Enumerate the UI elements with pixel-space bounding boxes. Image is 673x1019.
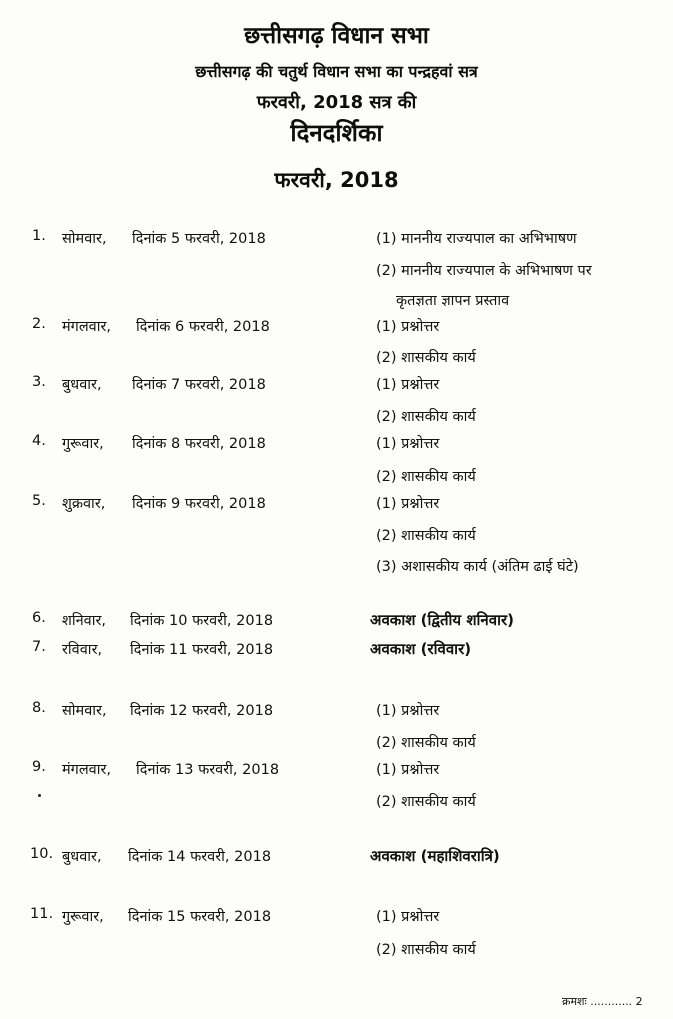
schedule-entry-2-line-2	[0, 347, 673, 369]
entry-day: शुक्रवार,	[62, 496, 106, 512]
entry-item: (2) शासकीय कार्य	[376, 528, 476, 544]
entry-item: (1) प्रश्नोत्तर	[376, 436, 440, 452]
schedule-entry-9	[0, 759, 673, 781]
entry-day: रविवार,	[62, 642, 103, 658]
entry-date: दिनांक 14 फरवरी, 2018	[128, 849, 272, 865]
entry-date: दिनांक 5 फरवरी, 2018	[132, 231, 266, 247]
entry-number: 9.	[32, 759, 46, 775]
entry-day: गुरूवार,	[62, 436, 104, 452]
entry-number: 5.	[32, 493, 46, 509]
entry-number: 8.	[32, 700, 46, 716]
entry-number: 11.	[30, 906, 54, 922]
entry-item: (2) शासकीय कार्य	[376, 942, 476, 958]
entry-item: (1) प्रश्नोत्तर	[376, 703, 440, 719]
schedule-entry-3	[0, 374, 673, 396]
entry-number: 4.	[32, 433, 46, 449]
schedule-entry-5	[0, 493, 673, 515]
schedule-entry-8-line-2	[0, 732, 673, 754]
holiday-label: अवकाश (द्वितीय शनिवार)	[370, 611, 514, 629]
schedule-entry-1-line-2	[0, 260, 673, 282]
entry-number: 6.	[32, 610, 46, 626]
entry-date: दिनांक 6 फरवरी, 2018	[136, 319, 270, 335]
schedule-entry-11-line-2	[0, 939, 673, 961]
entry-date: दिनांक 8 फरवरी, 2018	[132, 436, 266, 452]
holiday-label: अवकाश (रविवार)	[370, 640, 472, 658]
holiday-label: अवकाश (महाशिवरात्रि)	[370, 847, 500, 865]
month-heading: फरवरी, 2018	[274, 168, 399, 192]
entry-item: (2) शासकीय कार्य	[376, 409, 476, 425]
entry-item: (2) शासकीय कार्य	[376, 469, 476, 485]
entry-date: दिनांक 15 फरवरी, 2018	[128, 909, 272, 925]
entry-item: (1) प्रश्नोत्तर	[376, 909, 440, 925]
session-subtitle: छत्तीसगढ़ की चतुर्थ विधान सभा का पन्द्रहवां सत्र	[195, 62, 478, 81]
entry-day: मंगलवार,	[62, 319, 112, 335]
entry-day: मंगलवार,	[62, 762, 112, 778]
entry-item: (1) प्रश्नोत्तर	[376, 496, 440, 512]
assembly-title: छत्तीसगढ़ विधान सभा	[244, 23, 429, 49]
entry-item: (2) माननीय राज्यपाल के अभिभाषण पर	[376, 263, 592, 279]
entry-date: दिनांक 10 फरवरी, 2018	[130, 613, 274, 629]
schedule-entry-4	[0, 433, 673, 455]
continued-note: क्रमशः ............ 2	[562, 995, 643, 1008]
schedule-entry-11	[0, 906, 673, 928]
schedule-entry-7	[0, 639, 673, 661]
entry-item: कृतज्ञता ज्ञापन प्रस्ताव	[396, 293, 510, 309]
entry-item: (1) प्रश्नोत्तर	[376, 319, 440, 335]
entry-number: 1.	[32, 228, 46, 244]
entry-number: 7.	[32, 639, 46, 655]
entry-item: (2) शासकीय कार्य	[376, 794, 476, 810]
entry-item: (1) प्रश्नोत्तर	[376, 762, 440, 778]
entry-date: दिनांक 9 फरवरी, 2018	[132, 496, 266, 512]
schedule-entry-10	[0, 846, 673, 868]
entry-item: (1) माननीय राज्यपाल का अभिभाषण	[376, 231, 577, 247]
schedule-entry-4-line-2	[0, 466, 673, 488]
entry-number: 3.	[32, 374, 46, 390]
entry-item: (1) प्रश्नोत्तर	[376, 377, 440, 393]
entry-date: दिनांक 12 फरवरी, 2018	[130, 703, 274, 719]
entry-item: (2) शासकीय कार्य	[376, 350, 476, 366]
entry-number: 10.	[30, 846, 54, 862]
schedule-entry-1	[0, 228, 673, 250]
schedule-entry-8	[0, 700, 673, 722]
schedule-entry-5-line-3	[0, 556, 673, 578]
entry-day: गुरूवार,	[62, 909, 104, 925]
entry-number: 2.	[32, 316, 46, 332]
entry-day: बुधवार,	[62, 377, 102, 393]
entry-day: बुधवार,	[62, 849, 102, 865]
entry-day: सोमवार,	[62, 703, 107, 719]
schedule-entry-6	[0, 610, 673, 632]
entry-date: दिनांक 7 फरवरी, 2018	[132, 377, 266, 393]
document-title: दिनदर्शिका	[290, 119, 383, 147]
entry-item: (3) अशासकीय कार्य (अंतिम ढाई घंटे)	[376, 559, 579, 575]
schedule-entry-3-line-2	[0, 406, 673, 428]
schedule-entry-5-line-2	[0, 525, 673, 547]
entry-day: सोमवार,	[62, 231, 107, 247]
entry-item: (2) शासकीय कार्य	[376, 735, 476, 751]
schedule-entry-1-line-3	[0, 290, 673, 312]
schedule-entry-2	[0, 316, 673, 338]
entry-day: शनिवार,	[62, 613, 107, 629]
session-period: फरवरी, 2018 सत्र की	[256, 92, 417, 113]
entry-date: दिनांक 11 फरवरी, 2018	[130, 642, 274, 658]
schedule-entry-9-line-2	[0, 791, 673, 813]
entry-date: दिनांक 13 फरवरी, 2018	[136, 762, 280, 778]
